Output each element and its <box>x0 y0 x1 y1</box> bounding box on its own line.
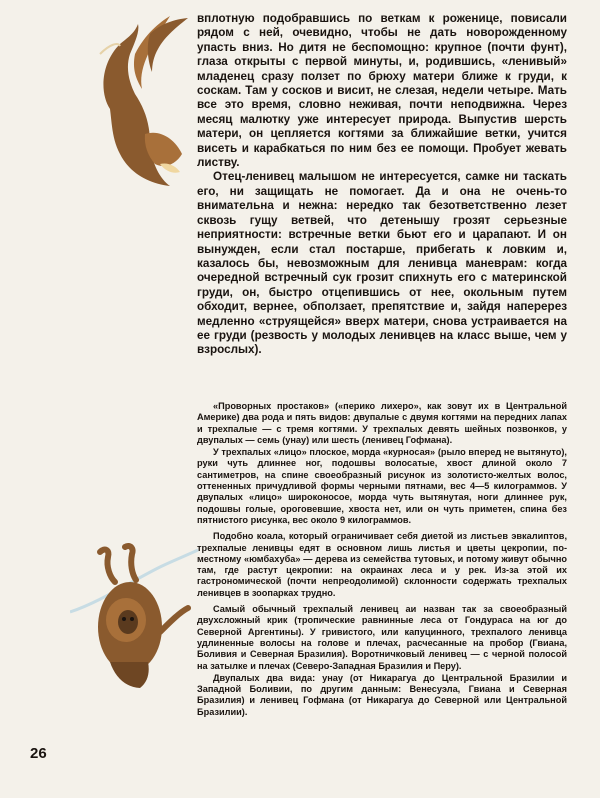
main-paragraph: вплотную подобравшись по веткам к роженице, повисали рядом с ней, очевидно, чтобы не дать новорожденному упасть вниз. Но дитя не беспомощно: крупное (почти фунт), глаза открыты с первой минуты, и, родившись, «ленивый» младенец сразу ползет по брюху матери ближе к груди, к соскам. Там у сосков и висит, не слезая, недели четыре. Мать все это время, словно неживая, почти неподвижна. Через месяц малютку уже интересует природа. Выпустив шерсть матери, он цепляется когтями за ближайшие ветки, учится висеть и карабкаться по ним без ее помощи. Пробует жевать листву. <box>197 12 567 170</box>
note-paragraph: У трехпалых «лицо» плоское, морда «курносая» (рыло вперед не вытянуто), руки чуть длиннее ног, подошвы волосатые, хвост длиной около 7 сантиметров, на спине своеобразный рисунок из золотисто-желтых волос, оттененных причудливой формы черными пятнами, вес 4—5 килограммов. У двупалых «лицо» широконосое, морда чуть вытянутая, ноги длиннее рук, подошвы голые, ороговевшие, хвоста нет, или он чуть приметен, спина без пятнистого рисунка, вес около 9 килограммов. <box>197 447 567 525</box>
note-paragraph: Двупалых два вида: унау (от Никарагуа до Центральной Бразилии и Западной Боливии, по другим данным: Венесуэла, Гвиана и Северная Бразилия) и ленивец Гофмана (от Никарагуа до Северной или Центральной Бразилии). <box>197 672 567 717</box>
sloth-illustration-bottom <box>70 542 200 690</box>
note-paragraph: Самый обычный трехпалый ленивец аи назван так за своеобразный двухсложный крик (тропические равнинные леса от Гондураса на юг до Северной Аргентины). У гривистого, или капуцинного, трехпалого ленивца удлиненные волосы на голове и плечах, расчесанные на пробор (Гвиана, Боливия и Северная Бразилия). Воротничковый ленивец — с черной полосой на затылке и плечах (Северо-Западная Бразилия и Перу). <box>197 604 567 671</box>
sloth-illustration-top <box>90 14 200 194</box>
main-paragraph: Отец-ленивец малышом не интересуется, самке ни таскать его, ни защищать не помогает. Да и она не очень-то внимательна и нежна: нередко так безответственно лезет сквозь гущу ветвей, что детенышу грозят серьезные неприятности: встречные ветки бьют его и царапают. И он вынужден, если стал постарше, прибегать к ловким и, казалось бы, невозможным для ленивца маневрам: когда очередной встречный сук грозит спихнуть его с материнской груди, он, быстро отцепившись от нее, окольным путем обходит, вернее, обползает, препятствие и, зайдя наперерез медленно «струящейся» вверх матери, снова устраивается на ее груди (резвость у молодых ленивцев на класс выше, чем у взрослых). <box>197 170 567 357</box>
note-paragraph: Подобно коала, который ограничивает себя диетой из листьев эвкалиптов, трехпалые ленивцы едят в основном лишь листья и цветы цекропии, по-местному «юмбахуба» — дерева из семейства тутовых, и потому живут обычно там, где растут цекропии: на окраинах леса и у рек. Из-за этой их гастрономической (почти непреодолимой) склонности содержать трехпалых ленивцев в зоопарках трудно. <box>197 531 567 598</box>
note-paragraph: «Проворных простаков» («перико лихеро», как зовут их в Центральной Америке) два рода и пять видов: двупалые с двумя когтями на передних лапах и трехпалые — с тремя когтями. У трехпалых девять шейных позвонков, у двупалых — семь (унау) или шесть (ленивец Гофмана). <box>197 401 567 445</box>
notes-column <box>197 401 567 719</box>
page-number: 26 <box>30 745 47 762</box>
main-text-column <box>197 12 567 358</box>
